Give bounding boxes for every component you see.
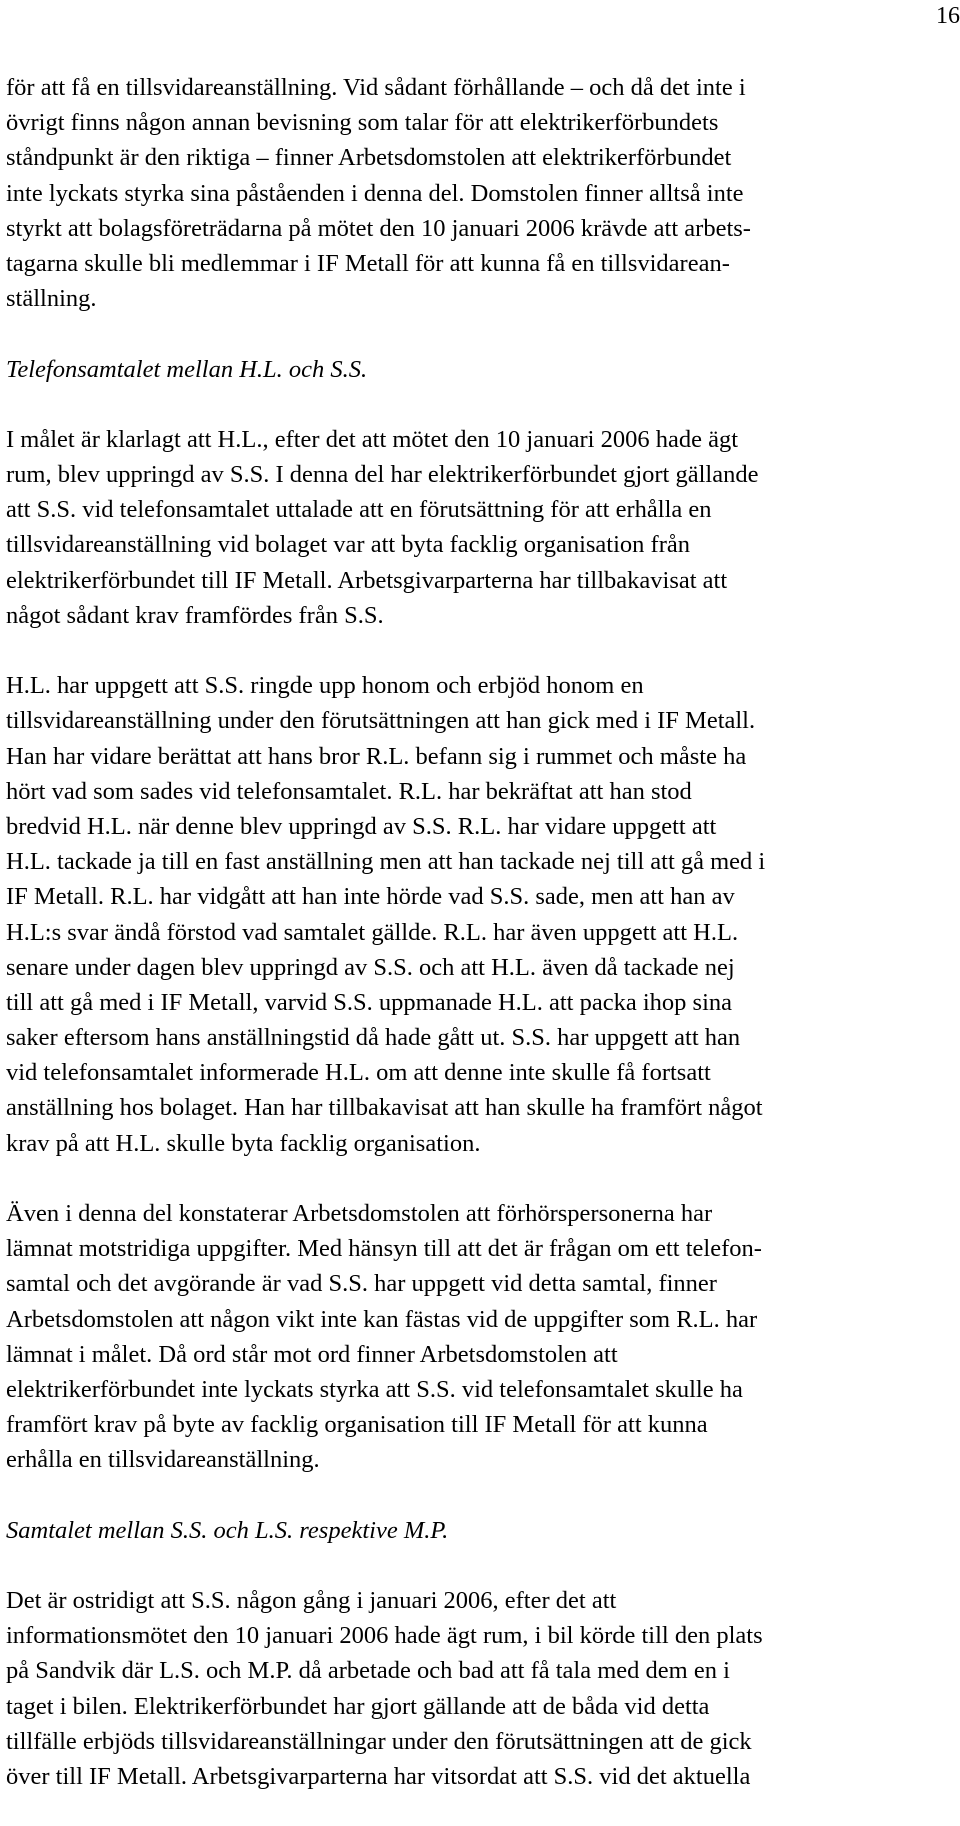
- text-line: framfört krav på byte av facklig organisation till IF Metall för att kunna: [6, 1411, 708, 1439]
- text-line: vid telefonsamtalet informerade H.L. om att denne inte skulle få fortsatt: [6, 1059, 711, 1087]
- text-line: saker eftersom hans anställningstid då hade gått ut. S.S. har uppgett att han: [6, 1024, 741, 1052]
- text-line: övrigt finns någon annan bevisning som talar för att elektrikerförbundets: [6, 109, 719, 137]
- paragraph-gap: [6, 1478, 954, 1513]
- text-line: erhålla en tillsvidareanställning.: [6, 1446, 320, 1474]
- section-heading: Telefonsamtalet mellan H.L. och S.S.: [6, 355, 368, 383]
- text-line: samtal och det avgörande är vad S.S. har uppgett vid detta samtal, finner: [6, 1270, 717, 1298]
- text-line: I målet är klarlagt att H.L., efter det att mötet den 10 januari 2006 hade ägt: [6, 425, 738, 453]
- text-line: tillsvidareanställning under den förutsättningen att han gick med i IF Metall.: [6, 707, 756, 735]
- text-line: ställning.: [6, 285, 97, 313]
- text-line: elektrikerförbundet inte lyckats styrka att S.S. vid telefonsamtalet skulle ha: [6, 1375, 743, 1403]
- text-line: taget i bilen. Elektrikerförbundet har gjort gällande att de båda vid detta: [6, 1692, 710, 1720]
- text-line: krav på att H.L. skulle byta facklig organisation.: [6, 1129, 481, 1157]
- text-line: H.L:s svar ändå förstod vad samtalet gällde. R.L. har även uppgett att H.L.: [6, 918, 739, 946]
- text-line: att S.S. vid telefonsamtalet uttalade att en förutsättning för att erhålla en: [6, 496, 712, 524]
- text-line: anställning hos bolaget. Han har tillbakavisat att han skulle ha framfört något: [6, 1094, 763, 1122]
- document-body: [6, 70, 954, 1794]
- text-line: lämnat motstridiga uppgifter. Med hänsyn till att det är frågan om ett telefon-: [6, 1235, 762, 1263]
- page-number: 16: [936, 3, 960, 29]
- text-line: tagarna skulle bli medlemmar i IF Metall för att kunna få en tillsvidarean-: [6, 249, 730, 277]
- paragraph-gap: [6, 316, 954, 351]
- paragraph: [6, 1196, 954, 1478]
- text-line: informationsmötet den 10 januari 2006 hade ägt rum, i bil körde till den plats: [6, 1622, 763, 1650]
- text-line: tillfälle erbjöds tillsvidareanställningar under den förutsättningen att de gick: [6, 1727, 752, 1755]
- text-line: Han har vidare berättat att hans bror R.L. befann sig i rummet och måste ha: [6, 742, 747, 770]
- text-line: senare under dagen blev uppringd av S.S. och att H.L. även då tackade nej: [6, 953, 735, 981]
- text-line: inte lyckats styrka sina påståenden i denna del. Domstolen finner alltså inte: [6, 179, 744, 207]
- paragraph-gap: [6, 1161, 954, 1196]
- text-line: H.L. tackade ja till en fast anställning men att han tackade nej till att gå med i: [6, 848, 766, 876]
- paragraph: [6, 70, 954, 316]
- text-line: H.L. har uppgett att S.S. ringde upp honom och erbjöd honom en: [6, 672, 644, 700]
- paragraph: [6, 422, 954, 633]
- text-line: rum, blev uppringd av S.S. I denna del har elektrikerförbundet gjort gällande: [6, 461, 759, 489]
- section-heading: Samtalet mellan S.S. och L.S. respektive M.P.: [6, 1516, 449, 1544]
- text-line: Arbetsdomstolen att någon vikt inte kan fästas vid de uppgifter som R.L. har: [6, 1305, 758, 1333]
- text-line: ståndpunkt är den riktiga – finner Arbetsdomstolen att elektrikerförbundet: [6, 144, 732, 172]
- text-line: på Sandvik där L.S. och M.P. då arbetade och bad att få tala med dem en i: [6, 1657, 730, 1685]
- text-line: bredvid H.L. när denne blev uppringd av S.S. R.L. har vidare uppgett att: [6, 812, 717, 840]
- text-line: styrkt att bolagsföreträdarna på mötet den 10 januari 2006 krävde att arbets-: [6, 214, 751, 242]
- text-line: över till IF Metall. Arbetsgivarparterna har vitsordat att S.S. vid det aktuella: [6, 1763, 751, 1790]
- text-line: något sådant krav framfördes från S.S.: [6, 601, 384, 629]
- text-line: Även i denna del konstaterar Arbetsdomstolen att förhörspersonerna har: [6, 1200, 713, 1227]
- text-line: elektrikerförbundet till IF Metall. Arbetsgivarparterna har tillbakavisat att: [6, 566, 728, 594]
- text-line: för att få en tillsvidareanställning. Vid sådant förhållande – och då det inte i: [6, 74, 746, 101]
- text-line: lämnat i målet. Då ord står mot ord finner Arbetsdomstolen att: [6, 1340, 618, 1368]
- paragraph-gap: [6, 1548, 954, 1583]
- paragraph: [6, 668, 954, 1161]
- text-line: tillsvidareanställning vid bolaget var att byta facklig organisation från: [6, 531, 690, 559]
- paragraph-gap: [6, 387, 954, 422]
- text-line: till att gå med i IF Metall, varvid S.S. uppmanade H.L. att packa ihop sina: [6, 988, 733, 1016]
- paragraph: [6, 1583, 954, 1794]
- paragraph-gap: [6, 633, 954, 668]
- text-line: hört vad som sades vid telefonsamtalet. R.L. har bekräftat att han stod: [6, 777, 692, 805]
- text-line: IF Metall. R.L. har vidgått att han inte hörde vad S.S. sade, men att han av: [6, 883, 735, 911]
- text-line: Det är ostridigt att S.S. någon gång i januari 2006, efter det att: [6, 1587, 617, 1615]
